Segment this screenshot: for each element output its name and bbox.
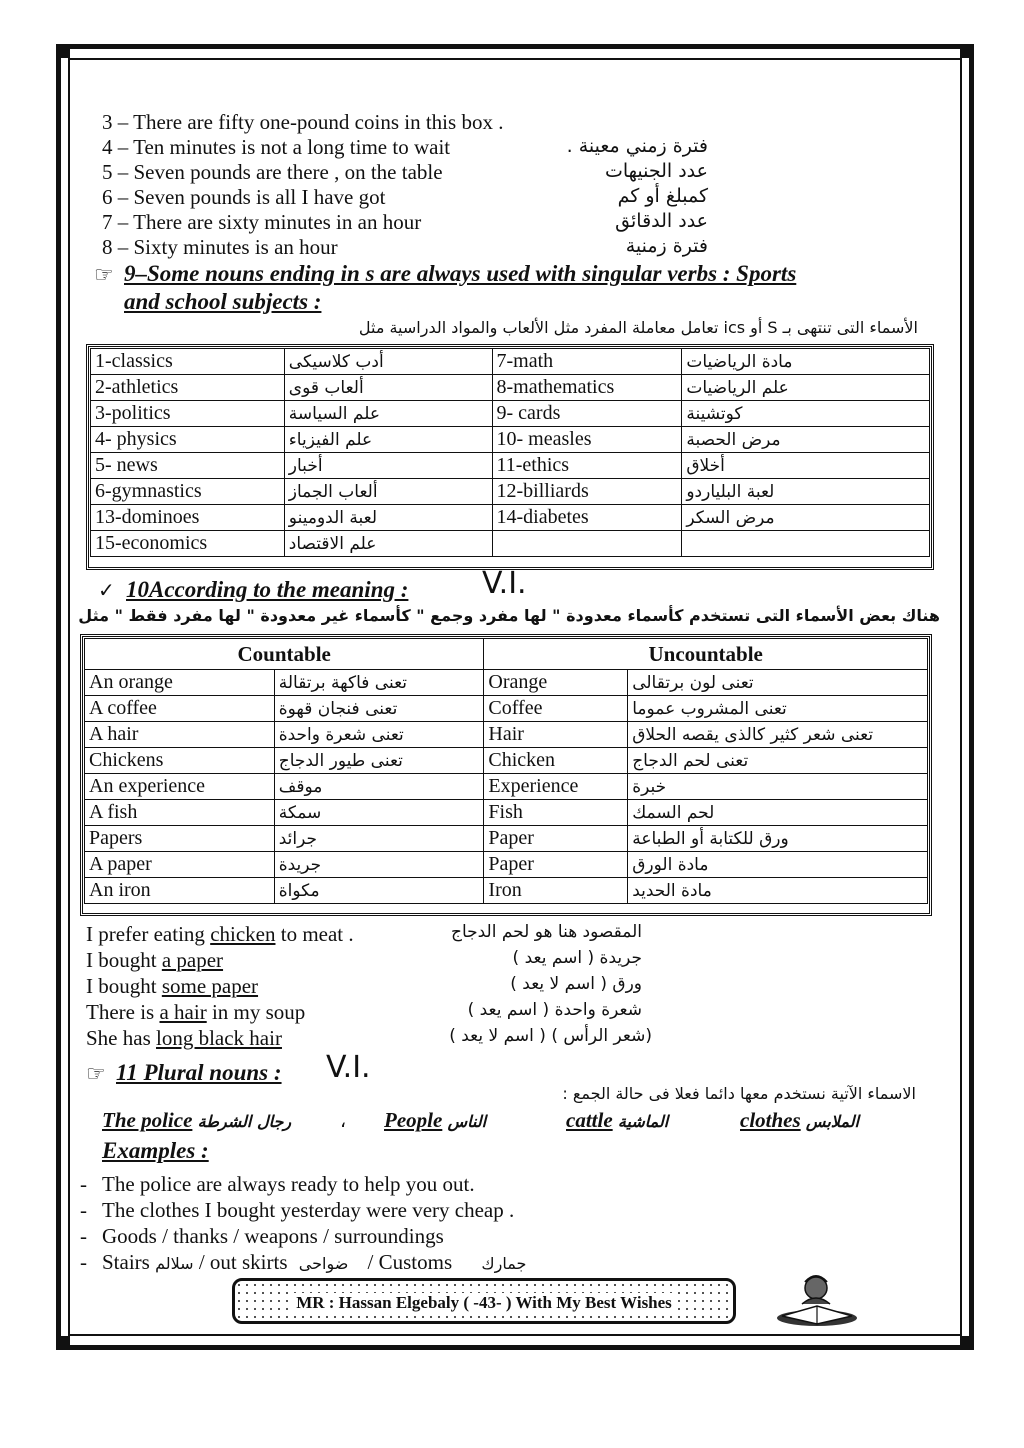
plural-noun: The police رجال الشرطة	[102, 1108, 292, 1132]
table-cell-arabic: ورق للكتابة أو الطباعة	[628, 826, 928, 852]
table-row	[91, 531, 930, 557]
table-row	[85, 696, 928, 722]
table-cell-english: An experience	[85, 774, 275, 800]
table-cell-arabic: تعنى المشروب عموما	[628, 696, 928, 722]
example-line: I bought a paper	[86, 948, 224, 972]
table-row	[85, 800, 928, 826]
pen-mark: V.I.	[482, 566, 527, 601]
table-cell-arabic: مرض الحصبة	[682, 427, 930, 453]
table-cell-english: 11-ethics	[492, 453, 682, 479]
rule-line: 3 – There are fifty one-pound coins in this box .	[102, 110, 504, 134]
bullet: -	[80, 1172, 87, 1196]
table-cell-english: Chickens	[85, 748, 275, 774]
rule-line: 5 – Seven pounds are there , on the table	[102, 160, 443, 184]
checkmark-icon: ✓	[98, 580, 115, 602]
table-cell-english: 2-athletics	[91, 375, 285, 401]
table-cell-arabic: أخلاق	[682, 453, 930, 479]
rule-line: 4 – Ten minutes is not a long time to wait	[102, 135, 451, 159]
table-cell-english: Papers	[85, 826, 275, 852]
rule-line: 6 – Seven pounds is all I have got	[102, 185, 386, 209]
bullet: -	[80, 1198, 87, 1222]
rule-line: 8 – Sixty minutes is an hour	[102, 235, 338, 259]
table-cell-english: Iron	[484, 878, 628, 904]
frame-corner	[960, 44, 974, 58]
table-row	[85, 852, 928, 878]
table-cell-english: 3-politics	[91, 401, 285, 427]
example-line: Stairs سلالم / out skirts ضواحى / Customs جمارك	[102, 1250, 527, 1274]
table-cell-english: Paper	[484, 826, 628, 852]
section11-arabic-note: الاسماء الآتية نستخدم معها دائما فعلا فى حالة الجمع :	[562, 1084, 916, 1103]
table-row	[85, 722, 928, 748]
frame-corner	[56, 1336, 70, 1350]
table-row	[91, 453, 930, 479]
table-cell-arabic: كوتشينة	[682, 401, 930, 427]
table-cell-arabic: علم الفيزياء	[284, 427, 492, 453]
table-cell-english: An orange	[85, 670, 275, 696]
countable-uncountable-grid	[84, 638, 928, 904]
table-cell-english: 13-dominoes	[91, 505, 285, 531]
table-cell-english: A coffee	[85, 696, 275, 722]
rule-arabic: فترة زمني معينة .	[566, 135, 708, 157]
pen-mark: V.I.	[326, 1050, 371, 1085]
table-cell-english: 10- measles	[492, 427, 682, 453]
table-cell-english: 12-billiards	[492, 479, 682, 505]
rule-arabic: عدد الدقائق	[615, 210, 708, 232]
example-arabic: (شعر الرأس ) ( اسم لا يعد )	[449, 1026, 652, 1046]
table-cell-arabic: علم الرياضيات	[682, 375, 930, 401]
table-cell-english: 4- physics	[91, 427, 285, 453]
table-cell-english: Fish	[484, 800, 628, 826]
table-cell-arabic: ألعاب قوى	[284, 375, 492, 401]
rule-arabic: كمبلغ أو كم	[617, 185, 708, 207]
table-cell-arabic: مادة الحديد	[628, 878, 928, 904]
rule-arabic: فترة زمنية	[625, 235, 708, 257]
example-line: She has long black hair	[86, 1026, 282, 1050]
table-cell-english: 15-economics	[91, 531, 285, 557]
rule-arabic: عدد الجنيهات	[604, 160, 708, 182]
section10-arabic-note: هناك بعض الأسماء التى تستخدم كأسماء معدودة " لها مفرد وجمع " كأسماء غير معدودة " لها مفرد فقط " مثل	[78, 606, 940, 625]
table-cell-english: 5- news	[91, 453, 285, 479]
table-row	[85, 826, 928, 852]
table-row	[91, 401, 930, 427]
table-cell-arabic: جرائد	[274, 826, 484, 852]
plural-noun: People الناس	[384, 1108, 487, 1132]
footer-banner	[232, 1278, 736, 1324]
table-cell-english: 14-diabetes	[492, 505, 682, 531]
table-cell-english: A paper	[85, 852, 275, 878]
table-cell-english: 6-gymnastics	[91, 479, 285, 505]
example-line: The clothes I bought yesterday were very cheap .	[102, 1198, 515, 1222]
table-cell-arabic: تعنى لحم الدجاج	[628, 748, 928, 774]
table-cell-arabic: تعنى فاكهة برتقالة	[274, 670, 484, 696]
table-row	[85, 748, 928, 774]
section9-heading-cont: and school subjects :	[124, 289, 322, 314]
example-arabic: ورق ( اسم لا يعد )	[510, 974, 642, 994]
table-cell-english: 9- cards	[492, 401, 682, 427]
table-cell-arabic: تعنى طيور الدجاج	[274, 748, 484, 774]
table-cell-english: Orange	[484, 670, 628, 696]
singular-nouns-table	[86, 344, 934, 570]
frame-corner	[960, 1336, 974, 1350]
table-cell-arabic: سمكة	[274, 800, 484, 826]
examples-heading: Examples :	[102, 1138, 209, 1163]
table-cell-arabic: تعنى فنجان قهوة	[274, 696, 484, 722]
example-line: There is a hair in my soup	[86, 1000, 306, 1024]
bullet: -	[80, 1224, 87, 1248]
separator: ،	[340, 1111, 347, 1132]
singular-nouns-grid	[90, 348, 930, 557]
section9-arabic-note: الأسماء التى تنتهى بـ S أو ics تعامل معاملة المفرد مثل الألعاب والمواد الدراسية مثل	[358, 318, 918, 337]
table-cell-english: Chicken	[484, 748, 628, 774]
table-cell-english: A fish	[85, 800, 275, 826]
example-arabic: المقصود هنا هو لحم الدجاج	[450, 922, 642, 942]
table-cell-arabic: مكواة	[274, 878, 484, 904]
table-cell-arabic: لعبة البلياردو	[682, 479, 930, 505]
table-cell-arabic: تعنى شعر كثير كالذى يقصه الحلاق	[628, 722, 928, 748]
table-row	[91, 479, 930, 505]
bullet: -	[80, 1250, 87, 1274]
table-row	[91, 375, 930, 401]
header-countable: Countable	[85, 639, 484, 670]
plural-noun: cattle الماشية	[566, 1108, 669, 1132]
table-cell-arabic: أخبار	[284, 453, 492, 479]
example-line: Goods / thanks / weapons / surroundings	[102, 1224, 444, 1248]
table-cell-english: A hair	[85, 722, 275, 748]
table-cell-arabic: خبرة	[628, 774, 928, 800]
footer-text: MR : Hassan Elgebaly ( -43- ) With My Best Wishes	[296, 1293, 672, 1312]
countable-uncountable-table	[80, 634, 932, 916]
table-row	[85, 878, 928, 904]
table-cell-english: Experience	[484, 774, 628, 800]
pointing-hand-icon: ☞	[94, 262, 114, 287]
table-cell-arabic: لحم السمك	[628, 800, 928, 826]
example-line: I bought some paper	[86, 974, 259, 998]
table-cell-arabic: تعنى شعرة واحدة	[274, 722, 484, 748]
book-reader-illustration-icon	[772, 1268, 862, 1330]
table-cell-english: An iron	[85, 878, 275, 904]
table-cell-arabic: جريدة	[274, 852, 484, 878]
pointing-hand-icon: ☞	[86, 1061, 106, 1086]
table-cell-arabic: مرض السكر	[682, 505, 930, 531]
table-cell-english: 8-mathematics	[492, 375, 682, 401]
example-arabic: جريدة ( اسم يعد )	[512, 948, 642, 968]
table-cell-arabic: تعنى لون برتقالى	[628, 670, 928, 696]
table-cell-arabic: ألعاب الجماز	[284, 479, 492, 505]
table-row	[85, 670, 928, 696]
example-line: I prefer eating chicken to meat .	[86, 922, 354, 946]
table-cell-english: Coffee	[484, 696, 628, 722]
table-row	[91, 505, 930, 531]
table-cell-arabic: علم الاقتصاد	[284, 531, 492, 557]
section10-heading: 10According to the meaning :	[126, 577, 409, 602]
table-cell-arabic	[682, 531, 930, 557]
table-cell-english: Paper	[484, 852, 628, 878]
table-cell-english: 7-math	[492, 349, 682, 375]
example-line: The police are always ready to help you out.	[102, 1172, 475, 1196]
table-cell-arabic: لعبة الدومينو	[284, 505, 492, 531]
section11-heading: 11 Plural nouns :	[116, 1060, 282, 1085]
table-row	[91, 427, 930, 453]
header-uncountable: Uncountable	[484, 639, 928, 670]
table-cell-english	[492, 531, 682, 557]
table-cell-english: 1-classics	[91, 349, 285, 375]
example-arabic: شعرة واحدة ( اسم يعد )	[467, 1000, 642, 1020]
rule-line: 7 – There are sixty minutes in an hour	[102, 210, 422, 234]
section9-heading: 9–Some nouns ending in s are always used with singular verbs : Sports	[124, 261, 797, 286]
table-cell-arabic: موقف	[274, 774, 484, 800]
table-cell-arabic: مادة الورق	[628, 852, 928, 878]
table-cell-arabic: مادة الرياضيات	[682, 349, 930, 375]
table-cell-arabic: علم السياسة	[284, 401, 492, 427]
frame-corner	[56, 44, 70, 58]
table-cell-arabic: أدب كلاسيكى	[284, 349, 492, 375]
table-cell-english: Hair	[484, 722, 628, 748]
table-row	[91, 349, 930, 375]
table-row	[85, 774, 928, 800]
plural-noun: clothes الملابس	[740, 1108, 859, 1132]
